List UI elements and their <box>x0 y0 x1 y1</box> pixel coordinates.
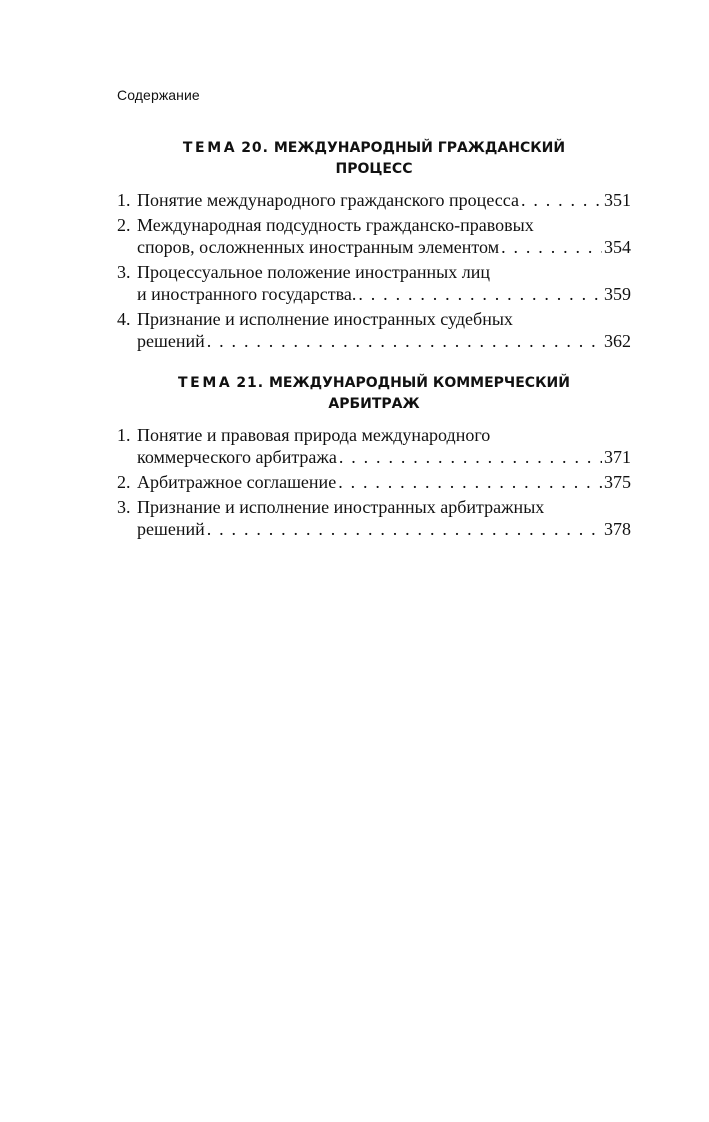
toc-entry[interactable] <box>117 189 631 211</box>
entry-title-line2: споров, осложненных иностранным элементом <box>137 237 500 257</box>
section-title-line1: МЕЖДУНАРОДНЫЙ КОММЕРЧЕСКИЙ <box>269 375 570 391</box>
toc-entry[interactable] <box>117 471 631 493</box>
entry-number: 1. <box>117 190 131 210</box>
section-number: 21. <box>236 375 265 391</box>
toc-entry[interactable] <box>117 424 631 468</box>
section-title-line2: ПРОЦЕСС <box>335 161 413 177</box>
dot-leader <box>358 283 602 305</box>
entry-title-line1: Понятие и правовая природа международного <box>137 425 491 445</box>
toc-section <box>117 138 631 352</box>
dot-leader <box>207 518 602 540</box>
entry-title-line1: Признание и исполнение иностранных судебных <box>137 309 513 329</box>
entry-page: 359 <box>604 284 631 304</box>
toc-entry[interactable] <box>117 261 631 305</box>
section-heading <box>117 138 631 180</box>
toc-entry[interactable] <box>117 496 631 540</box>
entry-number: 3. <box>117 497 131 517</box>
entry-title-line2: коммерческого арбитража <box>137 447 337 467</box>
entry-title: Арбитражное соглашение <box>137 472 337 492</box>
entry-page: 375 <box>604 472 631 492</box>
entry-title-line1: Процессуальное положение иностранных лиц <box>137 262 491 282</box>
entry-title-line1: Международная подсудность гражданско-правовых <box>137 215 534 235</box>
dot-leader <box>501 236 602 258</box>
dot-leader <box>521 189 602 211</box>
entry-title-line2: и иностранного государства. <box>137 284 357 304</box>
entry-title: Понятие международного гражданского процесса <box>137 190 519 210</box>
section-label: ТЕМА <box>182 140 238 156</box>
entry-title-line1: Признание и исполнение иностранных арбитражных <box>137 497 545 517</box>
dot-leader <box>339 446 602 468</box>
table-of-contents <box>117 138 631 543</box>
entry-page: 354 <box>604 237 631 257</box>
section-label: ТЕМА <box>178 375 233 391</box>
dot-leader <box>338 471 602 493</box>
entry-page: 378 <box>604 519 631 539</box>
toc-section <box>117 373 631 540</box>
entry-number: 2. <box>117 215 131 235</box>
running-head: Содержание <box>117 87 200 103</box>
entry-page: 371 <box>604 447 631 467</box>
section-title-line2: АРБИТРАЖ <box>328 396 420 412</box>
entry-number: 4. <box>117 309 131 329</box>
toc-entry[interactable] <box>117 308 631 352</box>
entry-number: 1. <box>117 425 131 445</box>
entry-title-line2: решений <box>137 331 205 351</box>
entry-number: 3. <box>117 262 131 282</box>
entry-page: 362 <box>604 331 631 351</box>
section-number: 20. <box>241 140 269 156</box>
entry-page: 351 <box>604 190 631 210</box>
entry-number: 2. <box>117 472 131 492</box>
dot-leader <box>207 330 602 352</box>
entry-title-line2: решений <box>137 519 205 539</box>
section-heading <box>117 373 631 415</box>
section-title-line1: МЕЖДУНАРОДНЫЙ ГРАЖДАНСКИЙ <box>273 140 566 156</box>
toc-entry[interactable] <box>117 214 631 258</box>
